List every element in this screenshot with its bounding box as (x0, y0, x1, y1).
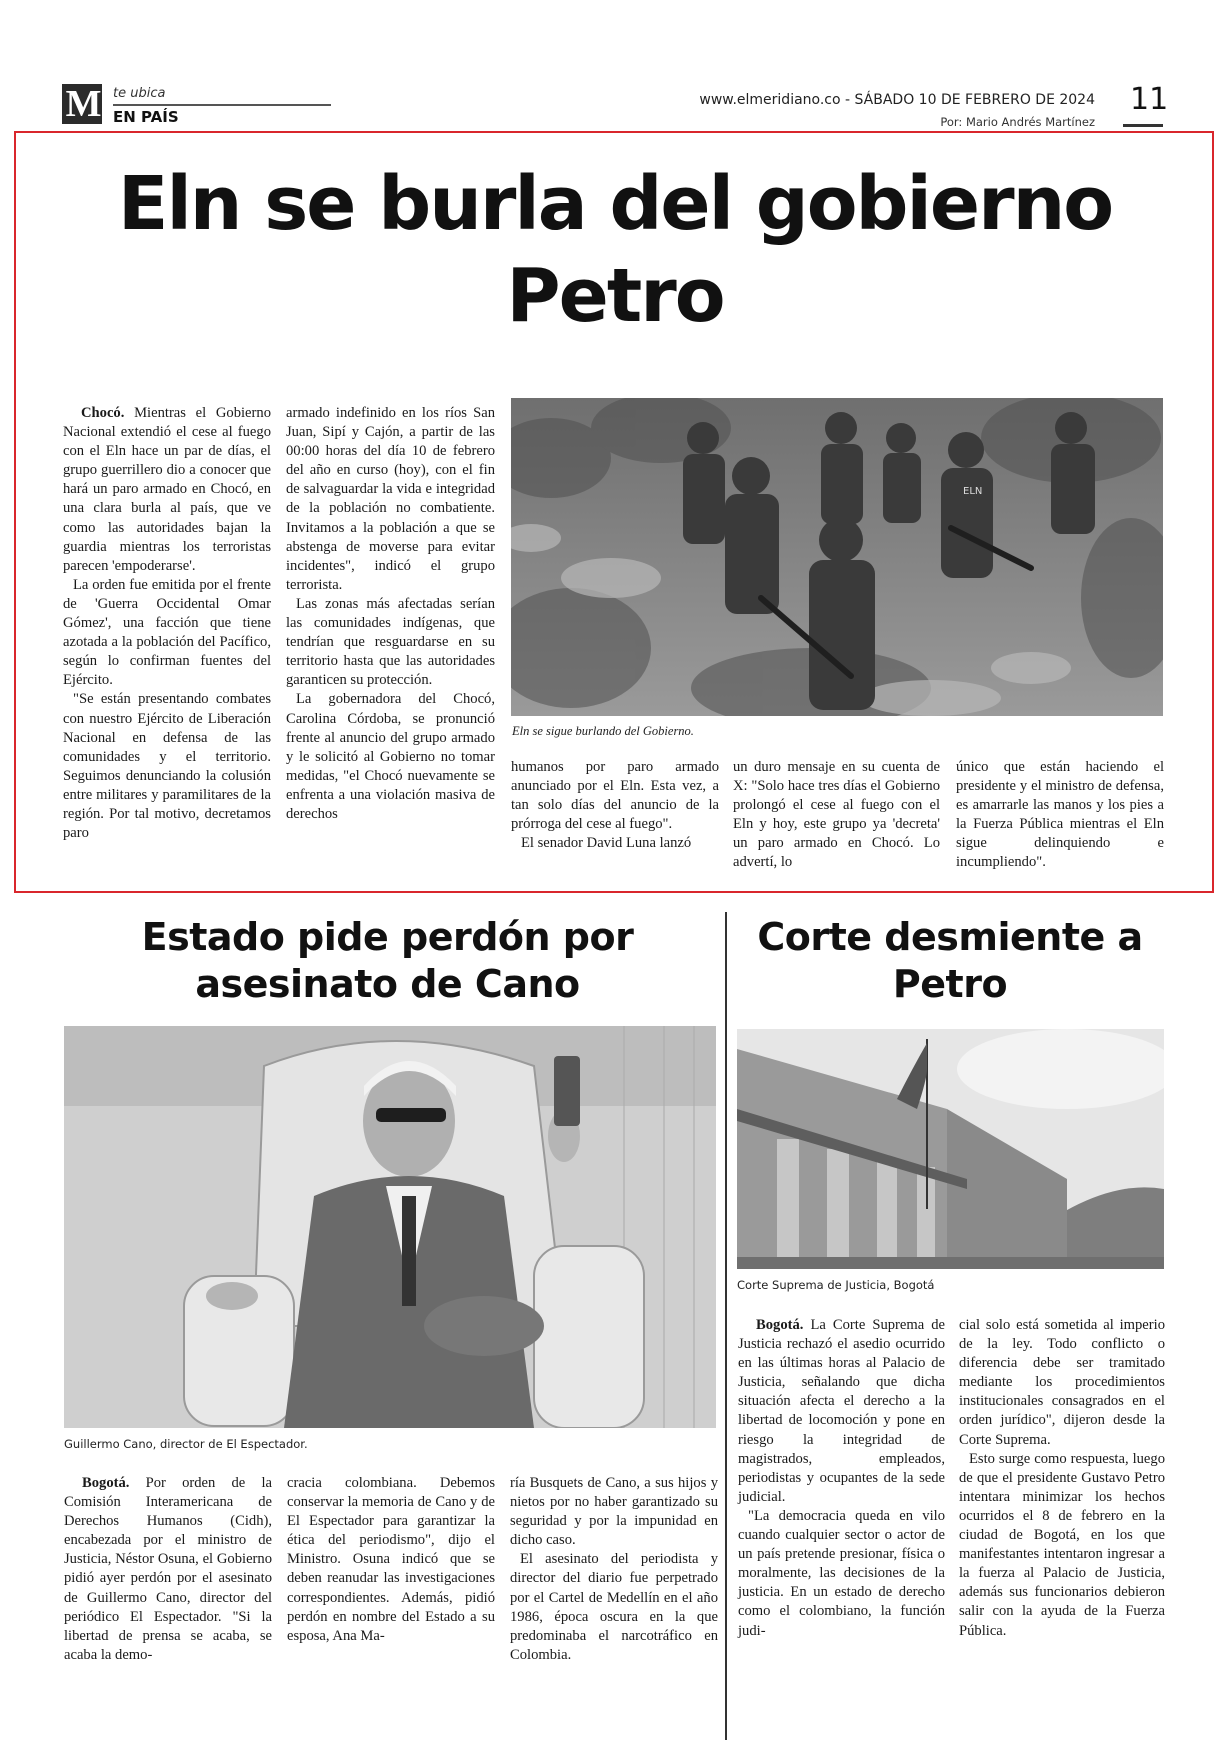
lead-paragraph (63, 404, 271, 576)
corte-photo-caption: Corte Suprema de Justicia, Bogotá (737, 1278, 935, 1292)
lead-paragraph: Las zonas más afectadas serían las comunidades indígenas, que tendrían que resguardarse en su territorio hasta que las autoridades garanticen su protección. (286, 595, 495, 689)
section-rule (113, 104, 331, 106)
corte-column-2 (959, 1316, 1165, 1641)
lead-paragraph: armado indefinido en los ríos San Juan, Sipí y Cajón, a partir de las 00:00 horas del día 10 de febrero del año en curso (hoy), con el fin de salvaguardar la vida e integridad de la población no combatiente. Invitamos a la población a que se abstenga de moverse para evitar incidentes", indicó el grupo terrorista. (286, 405, 495, 593)
column-divider (725, 912, 727, 1740)
cano-headline: Estado pide perdón por asesinato de Cano (141, 915, 634, 1006)
corte-paragraph: "La democracia queda en vilo cuando cualquier sector o actor de un país pretende presionar, física o moralmente, las decisiones de la justicia. En un estado de derecho como el colombiano, la función judi- (738, 1507, 945, 1639)
guerrilla-photo-illustration (511, 398, 1163, 716)
lead-photo-guerrillas (511, 398, 1163, 716)
cano-column-1 (64, 1474, 272, 1665)
corte-headline: Corte desmiente a Petro (757, 915, 1143, 1006)
corte-dateline: Bogotá. (756, 1317, 804, 1333)
armband-text: ELN (963, 486, 983, 497)
lead-dateline: Chocó. (81, 405, 125, 421)
lead-column-3 (511, 758, 719, 853)
cano-column-3 (510, 1474, 718, 1665)
corte-paragraph: Esto surge como respuesta, luego de que el presidente Gustavo Petro intentara minimizar los hechos ocurridos el 8 de febrero en la ciudad de Bogotá, en los que manifestantes intentaron ingresar a la fuerza al Palacio de Justicia, además sus funcionarios debieron salir con la ayuda de la Fuerza Pública. (959, 1450, 1165, 1639)
corte-column-1 (738, 1316, 945, 1641)
cano-photo (64, 1026, 716, 1428)
lead-column-2 (286, 404, 495, 824)
cano-paragraph (64, 1474, 272, 1665)
byline: Por: Mario Andrés Martínez (940, 115, 1095, 129)
cano-paragraph: cracia colombiana. Debemos conservar la memoria de Cano y de El Espectador para garantizar la ética del periodismo", dijo el Ministro. Osuna indicó que se deben reanudar las investigaciones correspondientes. Además, pidió perdón en nombre del Estado a su esposa, Ana Ma- (287, 1475, 495, 1644)
lead-paragraph: La orden fue emitida por el frente de 'Guerra Occidental Omar Gómez', una facción que tiene azotada a la población del Pacífico, según lo confirman fuentes del Ejército. (63, 576, 271, 689)
corte-paragraph: cial solo está sometida al imperio de la ley. Todo conflicto o diferencia debe ser tramitado mediante los procedimientos institucionales consagrados en el orden jurídico", dijeron desde la Corte Suprema. (959, 1317, 1165, 1448)
lead-paragraph: "Se están presentando combates con nuestro Ejército de Liberación Nacional en defensa de las comunidades y el territorio. Seguimos denunciando la colusión entre militares y paramilitares de la región. Por tal motivo, decretamos paro (63, 691, 271, 842)
lead-paragraph: un duro mensaje en su cuenta de X: "Solo hace tres días el Gobierno prolongó el cese al fuego con el Eln y hoy, este grupo ya 'decreta' un paro armado en Chocó. Lo advertí, lo (733, 759, 940, 871)
corte-paragraph (738, 1316, 945, 1507)
cano-dateline: Bogotá. (82, 1475, 130, 1491)
page-number: 11 (1130, 82, 1169, 117)
cano-photo-illustration (64, 1026, 716, 1428)
lead-paragraph-text: Mientras el Gobierno Nacional extendió el cese al fuego con el Eln hace un par de días, el grupo guerrillero dio a conocer que hará un paro armado en Chocó, en una clara burla al país, que ve como las autoridades bajan la guardia mientras los terroristas parecen 'empoderarse'. (63, 405, 271, 574)
lead-paragraph: La gobernadora del Chocó, Carolina Córdoba, se pronunció frente al anuncio del grupo armado y le solicitó al Gobierno no tomar medidas, "el Chocó nuevamente se enfrenta a una violación masiva de derechos (286, 691, 495, 822)
newspaper-logo: M (62, 84, 102, 124)
cano-photo-caption: Guillermo Cano, director de El Espectador. (64, 1437, 308, 1451)
lead-column-1 (63, 404, 271, 843)
cano-column-2 (287, 1474, 495, 1646)
cano-paragraph-text: Por orden de la Comisión Interamericana de Derechos Humanos (Cidh), encabezada por el ministro de Justicia, Néstor Osuna, el Gobierno pidió ayer perdón por el asesinato de Guillermo Cano, director del periódico El Espectador. "Si la libertad de prensa se acaba, se acaba la demo- (64, 1475, 272, 1663)
cano-paragraph: El asesinato del periodista y director del diario fue perpetrado por el Cartel de Medellín en el año 1986, época oscura en la que predominaba el narcotráfico en Colombia. (510, 1551, 718, 1663)
lead-column-5 (956, 758, 1164, 873)
lead-paragraph: El senador David Luna lanzó (521, 835, 692, 852)
lead-paragraph: humanos por paro armado anunciado por el Eln. Esta vez, a tan solo días del anuncio de la prórroga del cese al fuego". (511, 759, 719, 833)
section-name: EN PAÍS (113, 108, 179, 126)
page-number-rule (1123, 124, 1163, 127)
section-tagline: te ubica (113, 86, 166, 101)
masthead-date-line: www.elmeridiano.co - SÁBADO 10 DE FEBRERO DE 2024 (699, 92, 1095, 108)
corte-paragraph-text: La Corte Suprema de Justicia rechazó el asedio ocurrido en las últimas horas al Palacio de Justicia, señalando que dicha situación afecta el derecho a la libertad de locomoción y pone en riesgo la integridad de magistrados, empleados, periodistas y ocupantes de la sede judicial. (738, 1317, 945, 1505)
cano-paragraph: ría Busquets de Cano, a sus hijos y nietos por no haber garantizado su seguridad y por la impunidad en dicho caso. (510, 1475, 718, 1549)
lead-column-4 (733, 758, 940, 873)
lead-headline: Eln se burla del gobierno Petro (117, 161, 1113, 339)
corte-photo (737, 1029, 1164, 1269)
lead-paragraph: único que están haciendo el presidente y el ministro de defensa, es amarrarle las manos y los pies a la Fuerza Pública mientras el Eln sigue delinquiendo e incumpliendo". (956, 759, 1164, 871)
courthouse-photo-illustration (737, 1029, 1164, 1269)
lead-photo-caption: Eln se sigue burlando del Gobierno. (512, 724, 694, 738)
